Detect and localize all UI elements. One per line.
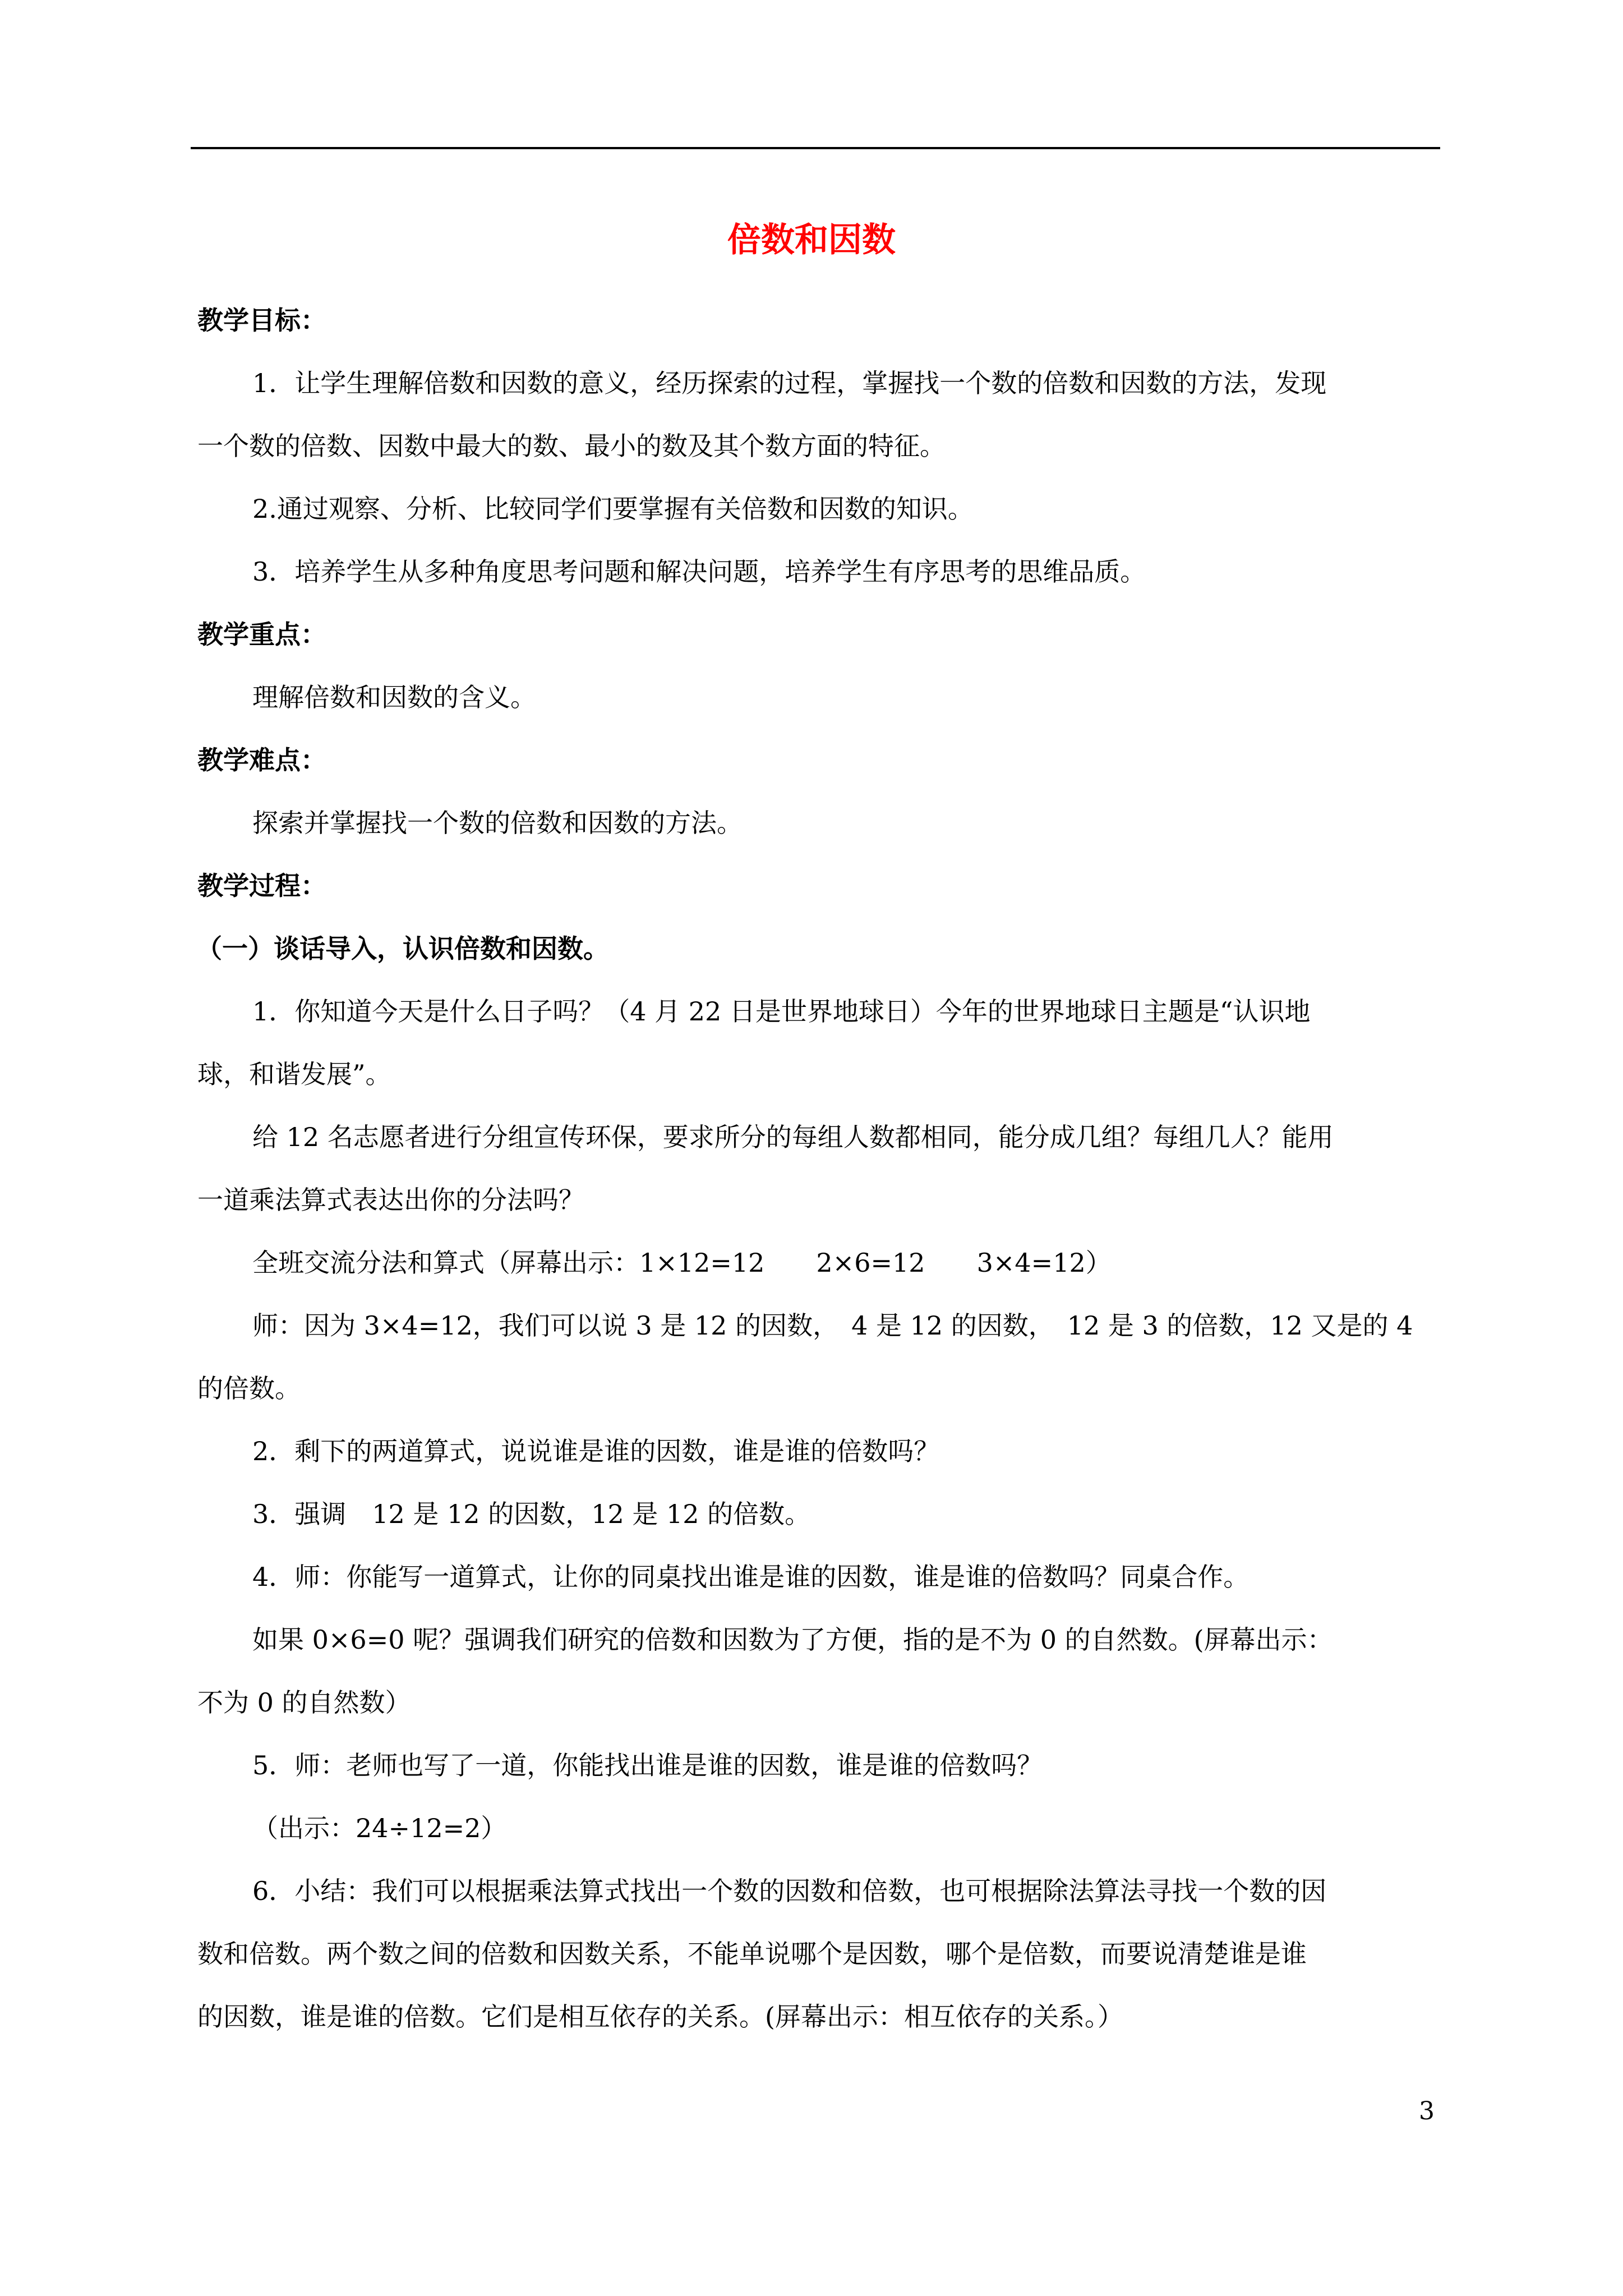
body-line: 探索并掌握找一个数的倍数和因数的方法。	[252, 808, 743, 838]
body-line: 如果 0×6=0 呢？强调我们研究的倍数和因数为了方便，指的是不为 0 的自然数。(屏幕出示：	[252, 1625, 1333, 1655]
body-line: 给 12 名志愿者进行分组宣传环保，要求所分的每组人数都相同，能分成几组？每组几人？能用	[252, 1122, 1334, 1152]
body-line: 2．剩下的两道算式，说说谁是谁的因数，谁是谁的倍数吗？	[252, 1436, 940, 1466]
body-line: 一道乘法算式表达出你的分法吗？	[197, 1185, 584, 1215]
body-line: 一个数的倍数、因数中最大的数、最小的数及其个数方面的特征。	[197, 431, 946, 461]
body-line: 1．你知道今天是什么日子吗？（4 月 22 日是世界地球日）今年的世界地球日主题是“认识地	[252, 996, 1311, 1027]
section-heading-difficulties: 教学难点：	[197, 745, 326, 775]
section-heading-process: 教学过程：	[197, 871, 326, 901]
body-line: 2.通过观察、分析、比较同学们要掌握有关倍数和因数的知识。	[252, 494, 974, 524]
subsection-heading: （一）谈话导入，认识倍数和因数。	[196, 933, 609, 964]
body-line: 4．师：你能写一道算式，让你的同桌找出谁是谁的因数，谁是谁的倍数吗？同桌合作。	[252, 1562, 1249, 1592]
header-rule	[191, 147, 1440, 149]
body-line: 理解倍数和因数的含义。	[252, 682, 536, 712]
page-title: 倍数和因数	[727, 220, 896, 260]
body-line: 数和倍数。两个数之间的倍数和因数关系，不能单说哪个是因数，哪个是倍数，而要说清楚谁是谁	[197, 1939, 1307, 1969]
body-line: 5．师：老师也写了一道，你能找出谁是谁的因数，谁是谁的倍数吗？	[252, 1750, 1043, 1780]
page-number: 3	[1419, 2097, 1435, 2125]
section-heading-objectives: 教学目标：	[197, 305, 326, 335]
section-heading-key-points: 教学重点：	[197, 619, 326, 650]
body-line: 全班交流分法和算式（屏幕出示：1×12=12 2×6=12 3×4=12）	[252, 1248, 1112, 1278]
body-line: 的因数，谁是谁的倍数。它们是相互依存的关系。(屏幕出示：相互依存的关系。）	[197, 2001, 1123, 2032]
body-line: （出示：24÷12=2）	[252, 1813, 507, 1843]
body-line: 3．培养学生从多种角度思考问题和解决问题，培养学生有序思考的思维品质。	[252, 556, 1146, 587]
body-line: 的倍数。	[197, 1373, 301, 1404]
body-line: 师：因为 3×4=12，我们可以说 3 是 12 的因数， 4 是 12 的因数， 12 是 3 的倍数，12 又是的 4	[252, 1310, 1413, 1341]
body-line: 6．小结：我们可以根据乘法算式找出一个数的因数和倍数，也可根据除法算法寻找一个数的因	[252, 1876, 1327, 1906]
body-line: 3．强调 12 是 12 的因数，12 是 12 的倍数。	[252, 1499, 811, 1529]
body-line: 球，和谐发展”。	[197, 1059, 391, 1089]
body-line: 1．让学生理解倍数和因数的意义，经历探索的过程，掌握找一个数的倍数和因数的方法，发现	[252, 368, 1327, 398]
body-line: 不为 0 的自然数）	[197, 1687, 411, 1718]
